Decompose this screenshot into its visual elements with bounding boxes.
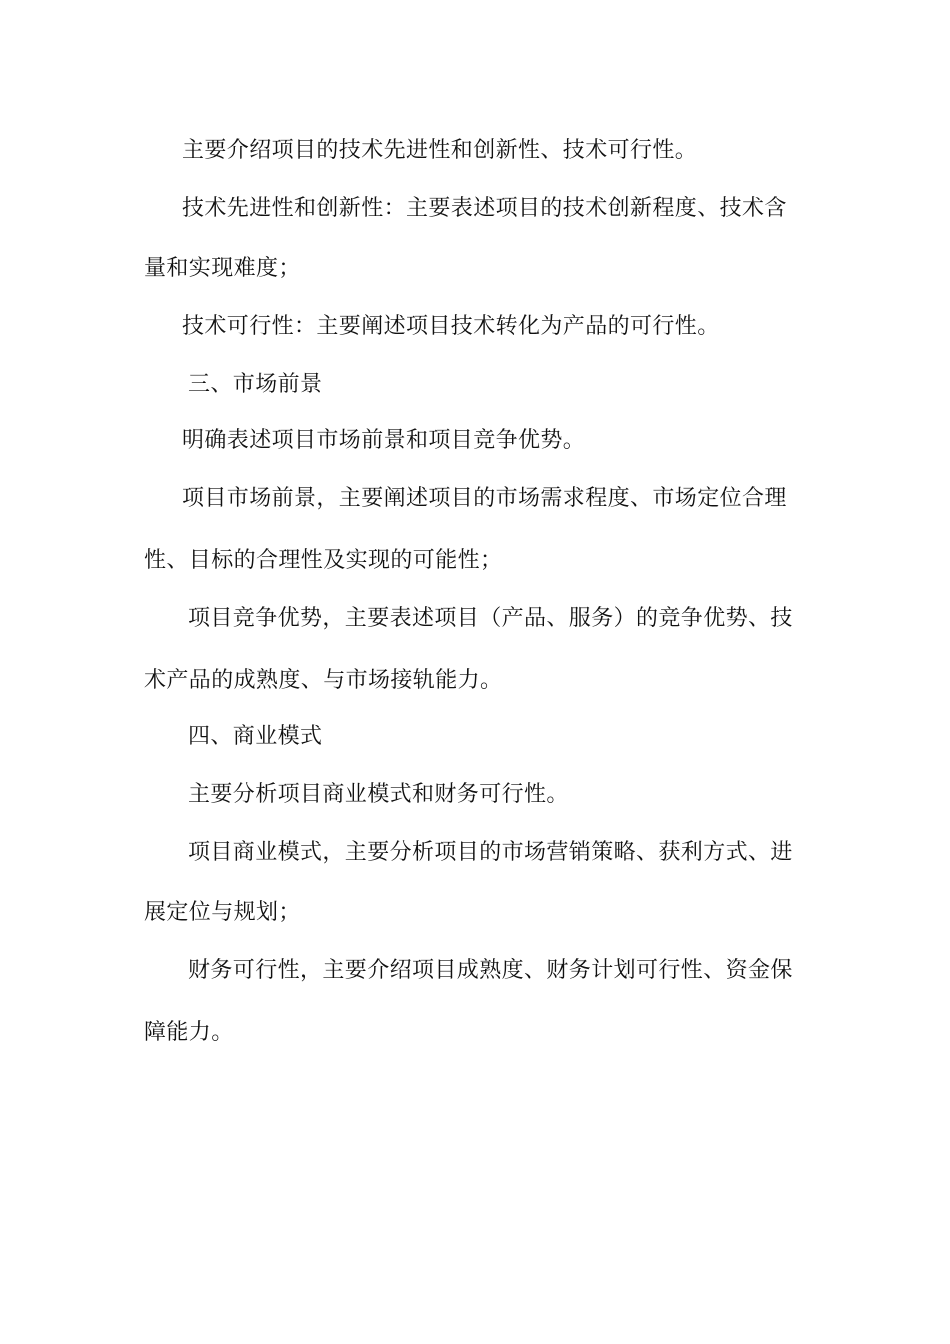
- paragraph-line: 技术先进性和创新性：主要表述项目的技术创新程度、技术含: [182, 196, 787, 221]
- paragraph-line: 项目市场前景，主要阐述项目的市场需求程度、市场定位合理: [182, 486, 787, 511]
- paragraph-line: 展定位与规划；: [144, 900, 301, 925]
- paragraph-line: 主要分析项目商业模式和财务可行性。: [188, 782, 569, 807]
- paragraph-line: 项目竞争优势，主要表述项目（产品、服务）的竞争优势、技: [188, 606, 793, 631]
- paragraph-line: 财务可行性，主要介绍项目成熟度、财务计划可行性、资金保: [188, 958, 793, 983]
- paragraph-line: 性、目标的合理性及实现的可能性；: [144, 548, 503, 573]
- paragraph-line: 技术可行性：主要阐述项目技术转化为产品的可行性。: [182, 314, 720, 339]
- paragraph-line: 项目商业模式，主要分析项目的市场营销策略、获利方式、进: [188, 840, 793, 865]
- section-heading: 四、商业模式: [188, 724, 323, 749]
- section-heading: 三、市场前景: [188, 372, 323, 397]
- paragraph-line: 明确表述项目市场前景和项目竞争优势。: [182, 428, 586, 453]
- paragraph-line: 术产品的成熟度、与市场接轨能力。: [144, 668, 503, 693]
- paragraph-line: 主要介绍项目的技术先进性和创新性、技术可行性。: [182, 138, 698, 163]
- paragraph-line: 障能力。: [144, 1020, 234, 1045]
- paragraph-line: 量和实现难度；: [144, 256, 301, 281]
